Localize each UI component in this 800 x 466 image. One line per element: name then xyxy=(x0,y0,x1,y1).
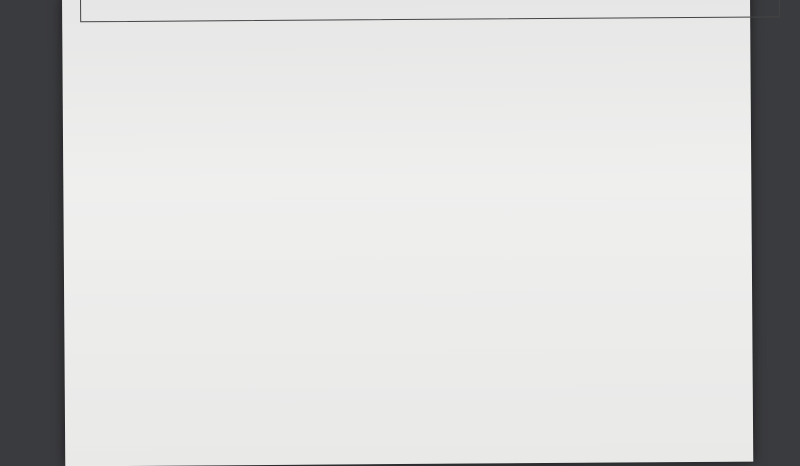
table-row-partial xyxy=(80,0,780,22)
statement-page xyxy=(62,0,753,466)
